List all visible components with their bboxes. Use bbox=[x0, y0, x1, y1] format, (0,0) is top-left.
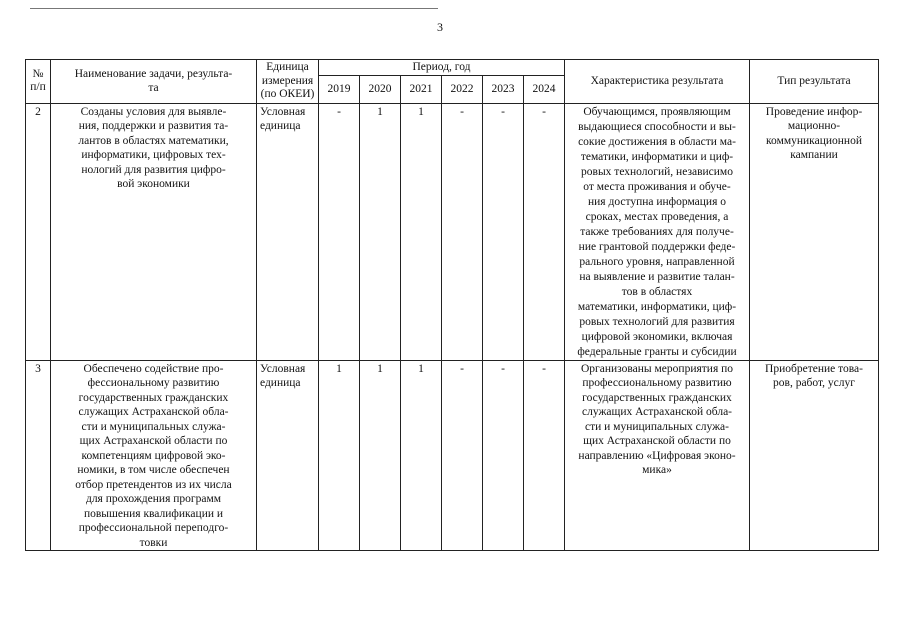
row-task: Созданы условия для выявле- ния, поддержки и развития та- лантов в областях математики, информатики, цифровых тех- нологий для развития цифро- вой экономики bbox=[51, 103, 257, 360]
row-type: Проведение инфор- мационно- коммуникационной кампании bbox=[750, 103, 879, 360]
year-label: 2021 bbox=[409, 82, 433, 95]
row-value-2020: 1 bbox=[360, 360, 401, 551]
header-period bbox=[319, 60, 565, 76]
header-task-label: Наименование задачи, результа- та bbox=[74, 67, 233, 95]
row-num: 3 bbox=[26, 360, 51, 551]
row-value-2019: 1 bbox=[319, 360, 360, 551]
row-value-2021: 1 bbox=[401, 360, 442, 551]
table-header bbox=[26, 60, 879, 104]
header-year-2023 bbox=[483, 75, 524, 103]
row-value-2022: - bbox=[442, 103, 483, 360]
header-type-label: Тип результата bbox=[777, 75, 851, 87]
row-value-2023: - bbox=[483, 360, 524, 551]
row-value-2024: - bbox=[524, 360, 565, 551]
header-period-label: Период, год bbox=[412, 61, 471, 73]
year-label: 2022 bbox=[450, 82, 474, 95]
header-characteristic bbox=[565, 60, 750, 104]
header-task bbox=[51, 60, 257, 104]
header-unit bbox=[257, 60, 319, 104]
header-year-2022 bbox=[442, 75, 483, 103]
header-year-2019 bbox=[319, 75, 360, 103]
year-label: 2019 bbox=[327, 82, 351, 95]
row-unit: Условная единица bbox=[257, 103, 319, 360]
table-row bbox=[26, 360, 879, 551]
header-year-2020 bbox=[360, 75, 401, 103]
row-type: Приобретение това- ров, работ, услуг bbox=[750, 360, 879, 551]
row-value-2021: 1 bbox=[401, 103, 442, 360]
header-unit-label: Единица измерения (по ОКЕИ) bbox=[260, 61, 315, 100]
year-label: 2020 bbox=[368, 82, 392, 95]
row-value-2022: - bbox=[442, 360, 483, 551]
top-rule bbox=[30, 8, 438, 9]
header-num bbox=[26, 60, 51, 104]
header-year-2021 bbox=[401, 75, 442, 103]
row-value-2023: - bbox=[483, 103, 524, 360]
year-label: 2023 bbox=[491, 82, 515, 95]
row-value-2024: - bbox=[524, 103, 565, 360]
row-characteristic: Обучающимся, проявляющим выдающиеся способности и вы- сокие достижения в области ма- тематики, информатики и циф- ровых технологий, независимо от места проживания и обуче- ния доступна информация о сроках, местах проведения, а также требованиях для получе- ние грантовой поддержки феде- рального уровня, направленной на выявление и развитие талан- тов в областях математики, информатики, циф- ровых технологий для развития цифровой экономики, включая федеральные гранты и субсидии bbox=[565, 103, 750, 360]
row-unit: Условная единица bbox=[257, 360, 319, 551]
header-num-label: № п/п bbox=[30, 68, 46, 94]
header-type bbox=[750, 60, 879, 104]
results-table bbox=[25, 59, 879, 551]
table-row bbox=[26, 103, 879, 360]
row-value-2020: 1 bbox=[360, 103, 401, 360]
year-label: 2024 bbox=[532, 82, 556, 95]
row-task: Обеспечено содействие про- фессиональному развитию государственных гражданских служащих Астраханской обла- сти и муниципальных служа- щих Астраханской области по компетенциям цифровой эко- номики, в том числе обеспечен отбор претендентов из их числа для прохождения программ повышения квалификации и профессиональной переподго- товки bbox=[51, 360, 257, 551]
page-number: 3 bbox=[437, 20, 443, 34]
row-num: 2 bbox=[26, 103, 51, 360]
row-value-2019: - bbox=[319, 103, 360, 360]
row-characteristic: Организованы мероприятия по профессиональному развитию государственных гражданских служащих Астраханской обла- сти и муниципальных служа- щих Астраханской области по направлению «Цифровая эконо- мика» bbox=[565, 360, 750, 551]
header-year-2024 bbox=[524, 75, 565, 103]
header-characteristic-label: Характеристика результата bbox=[590, 75, 724, 87]
